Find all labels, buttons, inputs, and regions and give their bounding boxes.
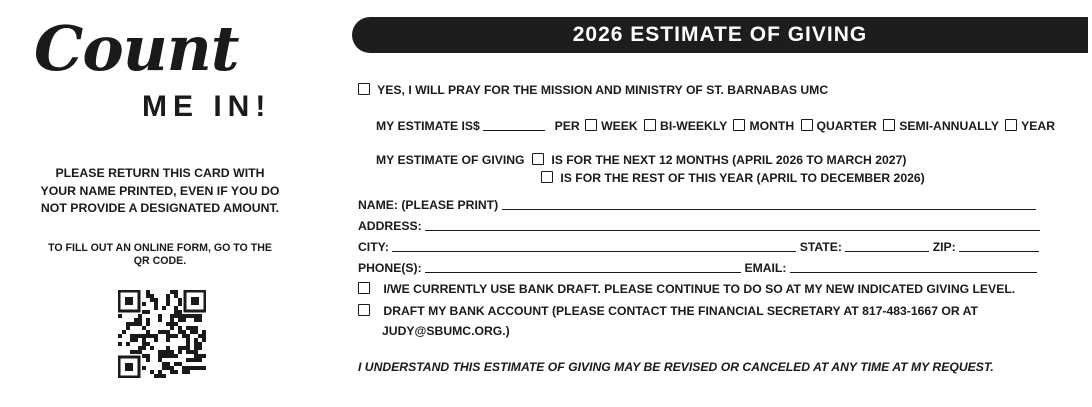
qr-module <box>130 334 134 338</box>
qr-module <box>190 326 194 330</box>
qr-module <box>170 370 174 374</box>
qr-module <box>142 302 146 306</box>
bank-draft-checkbox[interactable] <box>358 282 370 294</box>
period-next12-label: IS FOR THE NEXT 12 MONTHS (APRIL 2026 TO MARCH 2027) <box>551 153 907 167</box>
qr-module <box>202 330 206 334</box>
bank-draft-row <box>358 281 1015 297</box>
qr-module <box>138 350 142 354</box>
qr-module <box>142 326 146 330</box>
qr-module <box>174 306 178 310</box>
qr-module <box>194 338 198 342</box>
pray-row <box>358 82 828 98</box>
qr-module <box>202 354 206 358</box>
qr-module <box>138 322 142 326</box>
qr-module <box>198 366 202 370</box>
qr-module <box>166 338 170 342</box>
qr-module <box>138 334 142 338</box>
qr-module <box>126 342 130 346</box>
draft-account-row-2 <box>382 323 510 339</box>
qr-module <box>170 350 174 354</box>
draft-account-label-line2: JUDY@SBUMC.ORG.) <box>382 324 510 338</box>
email-field[interactable] <box>790 261 1037 273</box>
qr-module <box>170 322 174 326</box>
qr-module <box>146 290 150 294</box>
pray-label: YES, I WILL PRAY FOR THE MISSION AND MINISTRY OF ST. BARNABAS UMC <box>377 83 829 97</box>
qr-module <box>146 294 150 298</box>
qr-module <box>174 354 178 358</box>
qr-module <box>190 330 194 334</box>
qr-module <box>142 334 146 338</box>
qr-module <box>174 334 178 338</box>
qr-module <box>186 342 190 346</box>
qr-module <box>194 358 198 362</box>
qr-module <box>142 342 146 346</box>
qr-module <box>202 366 206 370</box>
period-row-2 <box>541 170 925 186</box>
qr-module <box>158 314 162 318</box>
qr-module <box>162 350 166 354</box>
qr-module <box>194 354 198 358</box>
period-row-1 <box>376 152 906 168</box>
qr-module <box>118 342 122 346</box>
email-label: EMAIL: <box>744 261 787 275</box>
qr-module <box>190 314 194 318</box>
qr-module <box>134 338 138 342</box>
qr-module <box>150 334 154 338</box>
name-row <box>358 197 1036 213</box>
frequency-month-label: MONTH <box>749 119 795 133</box>
qr-module <box>150 294 154 298</box>
qr-module <box>194 346 198 350</box>
qr-module <box>178 350 182 354</box>
qr-module <box>166 346 170 350</box>
disclaimer <box>358 359 994 375</box>
frequency-quarter-checkbox[interactable] <box>801 119 813 131</box>
qr-module <box>186 370 190 374</box>
qr-module <box>186 366 190 370</box>
zip-field[interactable] <box>959 240 1039 252</box>
qr-module <box>178 362 182 366</box>
frequency-week-label: WEEK <box>601 119 638 133</box>
qr-module <box>198 342 202 346</box>
logo-subtitle: ME IN! <box>142 90 272 123</box>
qr-module <box>194 342 198 346</box>
qr-module <box>198 358 202 362</box>
qr-module <box>166 302 170 306</box>
qr-module <box>158 318 162 322</box>
qr-module <box>174 362 178 366</box>
qr-module <box>182 334 186 338</box>
qr-module <box>166 334 170 338</box>
draft-account-checkbox[interactable] <box>358 304 370 316</box>
qr-module <box>182 370 186 374</box>
qr-module <box>154 334 158 338</box>
qr-module <box>170 290 174 294</box>
qr-module <box>174 290 178 294</box>
qr-module <box>170 334 174 338</box>
qr-module <box>162 366 166 370</box>
qr-module <box>158 350 162 354</box>
qr-module <box>162 354 166 358</box>
qr-module <box>142 338 146 342</box>
qr-module <box>130 322 134 326</box>
city-label: CITY: <box>358 240 389 254</box>
qr-module <box>198 346 202 350</box>
online-form-instructions: TO FILL OUT AN ONLINE FORM, GO TO THE QR CODE. <box>48 242 272 267</box>
qr-module <box>170 366 174 370</box>
qr-module <box>186 346 190 350</box>
qr-module <box>182 366 186 370</box>
disclaimer-text: I UNDERSTAND THIS ESTIMATE OF GIVING MAY BE REVISED OR CANCELED AT ANY TIME AT MY REQUEST. <box>358 360 994 374</box>
pray-checkbox[interactable] <box>358 83 370 95</box>
qr-module <box>130 338 134 342</box>
qr-module <box>186 358 190 362</box>
qr-module <box>126 326 130 330</box>
qr-module <box>170 326 174 330</box>
qr-module <box>186 314 190 318</box>
qr-module <box>142 346 146 350</box>
qr-module <box>134 318 138 322</box>
qr-module <box>166 294 170 298</box>
qr-module <box>198 334 202 338</box>
qr-module <box>158 354 162 358</box>
qr-module <box>130 350 134 354</box>
qr-module <box>202 338 206 342</box>
name-field[interactable] <box>502 198 1036 210</box>
qr-module <box>174 322 178 326</box>
qr-module <box>146 322 150 326</box>
return-instructions: PLEASE RETURN THIS CARD WITH YOUR NAME PRINTED, EVEN IF YOU DO NOT PROVIDE A DESIGNATED AMOUNT. <box>40 166 280 215</box>
qr-module <box>194 326 198 330</box>
qr-module <box>174 310 178 314</box>
frequency-week-checkbox[interactable] <box>585 119 597 131</box>
qr-module <box>178 326 182 330</box>
period-rest-of-year-label: IS FOR THE REST OF THIS YEAR (APRIL TO DECEMBER 2026) <box>560 171 925 185</box>
qr-module <box>166 354 170 358</box>
frequency-year-checkbox[interactable] <box>1005 119 1017 131</box>
qr-module <box>178 318 182 322</box>
qr-module <box>166 362 170 366</box>
count-me-in-logo <box>34 12 294 128</box>
qr-module <box>178 346 182 350</box>
qr-module <box>178 330 182 334</box>
qr-module <box>198 314 202 318</box>
qr-module <box>154 374 158 378</box>
qr-module <box>186 338 190 342</box>
frequency-biweekly-label: BI-WEEKLY <box>660 119 728 133</box>
address-label: ADDRESS: <box>358 219 422 233</box>
qr-module <box>154 338 158 342</box>
qr-module <box>170 314 174 318</box>
qr-module <box>154 306 158 310</box>
qr-module <box>182 346 186 350</box>
period-label: MY ESTIMATE OF GIVING <box>376 153 525 167</box>
qr-module <box>178 298 182 302</box>
qr-module <box>186 334 190 338</box>
qr-module <box>138 318 142 322</box>
state-field[interactable] <box>845 240 929 252</box>
frequency-biweekly-checkbox[interactable] <box>644 119 656 131</box>
qr-module <box>182 314 186 318</box>
left-panel <box>0 0 320 407</box>
bank-draft-label: I/WE CURRENTLY USE BANK DRAFT. PLEASE CONTINUE TO DO SO AT MY NEW INDICATED GIVING LEVEL. <box>383 282 1016 296</box>
state-label: STATE: <box>799 240 842 254</box>
qr-module <box>194 366 198 370</box>
qr-module <box>134 334 138 338</box>
qr-module <box>158 358 162 362</box>
qr-module <box>134 350 138 354</box>
qr-module <box>162 330 166 334</box>
logo-script-text: Count <box>34 12 239 85</box>
frequency-quarter-label: QUARTER <box>816 119 877 133</box>
qr-module <box>138 346 142 350</box>
qr-module <box>146 318 150 322</box>
qr-module <box>166 350 170 354</box>
qr-module <box>186 350 190 354</box>
qr-module <box>162 374 166 378</box>
qr-module <box>178 310 182 314</box>
qr-module <box>198 318 202 322</box>
frequency-year-label: YEAR <box>1021 119 1056 133</box>
qr-module <box>162 306 166 310</box>
qr-module <box>178 302 182 306</box>
qr-module <box>190 366 194 370</box>
qr-module <box>134 322 138 326</box>
qr-module <box>202 334 206 338</box>
name-label: NAME: (PLEASE PRINT) <box>358 198 499 212</box>
qr-module <box>194 314 198 318</box>
qr-module <box>162 362 166 366</box>
qr-module <box>194 330 198 334</box>
qr-module <box>146 334 150 338</box>
qr-module <box>166 366 170 370</box>
qr-module <box>142 354 146 358</box>
estimate-label: MY ESTIMATE IS$ <box>376 119 480 133</box>
qr-module <box>118 314 122 318</box>
qr-module <box>174 314 178 318</box>
period-rest-of-year-checkbox[interactable] <box>541 171 553 183</box>
qr-module <box>190 350 194 354</box>
qr-module <box>150 298 154 302</box>
qr-module <box>146 330 150 334</box>
frequency-semiannually-label: SEMI-ANNUALLY <box>899 119 999 133</box>
qr-module <box>118 334 122 338</box>
qr-module <box>154 302 158 306</box>
qr-module <box>122 330 126 334</box>
qr-module <box>142 366 146 370</box>
qr-module <box>178 314 182 318</box>
qr-module <box>146 354 150 358</box>
qr-module <box>182 330 186 334</box>
qr-module <box>138 314 142 318</box>
estimate-row <box>376 118 1055 134</box>
qr-module <box>146 358 150 362</box>
qr-module <box>166 298 170 302</box>
qr-module <box>150 370 154 374</box>
qr-module <box>186 326 190 330</box>
estimate-amount-field[interactable] <box>483 119 545 131</box>
per-label: PER <box>554 119 580 133</box>
qr-module <box>170 354 174 358</box>
qr-module <box>146 342 150 346</box>
qr-code-icon[interactable] <box>118 290 206 378</box>
city-field[interactable] <box>392 240 796 252</box>
address-field[interactable] <box>425 219 1040 231</box>
qr-module <box>170 318 174 322</box>
form-title: 2026 ESTIMATE OF GIVING <box>572 23 868 46</box>
city-row <box>358 239 1039 255</box>
period-next12-checkbox[interactable] <box>532 153 544 165</box>
qr-module <box>182 318 186 322</box>
phone-field[interactable] <box>425 261 741 273</box>
qr-module <box>126 322 130 326</box>
phone-row <box>358 260 1037 276</box>
draft-account-label-line1: DRAFT MY BANK ACCOUNT (PLEASE CONTACT THE FINANCIAL SECRETARY AT 817-483-1667 OR AT <box>383 304 978 318</box>
qr-module <box>146 310 150 314</box>
form-title-banner <box>352 17 1088 53</box>
qr-module <box>142 310 146 314</box>
qr-module <box>174 370 178 374</box>
phone-label: PHONE(S): <box>358 261 422 275</box>
qr-module <box>198 354 202 358</box>
qr-module <box>166 330 170 334</box>
address-row <box>358 218 1040 234</box>
qr-module <box>166 322 170 326</box>
qr-module <box>158 374 162 378</box>
qr-module <box>150 346 154 350</box>
qr-module <box>158 370 162 374</box>
frequency-month-checkbox[interactable] <box>733 119 745 131</box>
draft-account-row <box>358 303 978 319</box>
qr-module <box>154 298 158 302</box>
qr-module <box>194 350 198 354</box>
zip-label: ZIP: <box>932 240 956 254</box>
qr-module <box>190 358 194 362</box>
qr-module <box>158 330 162 334</box>
qr-module <box>174 294 178 298</box>
qr-module <box>194 318 198 322</box>
frequency-semiannually-checkbox[interactable] <box>883 119 895 131</box>
